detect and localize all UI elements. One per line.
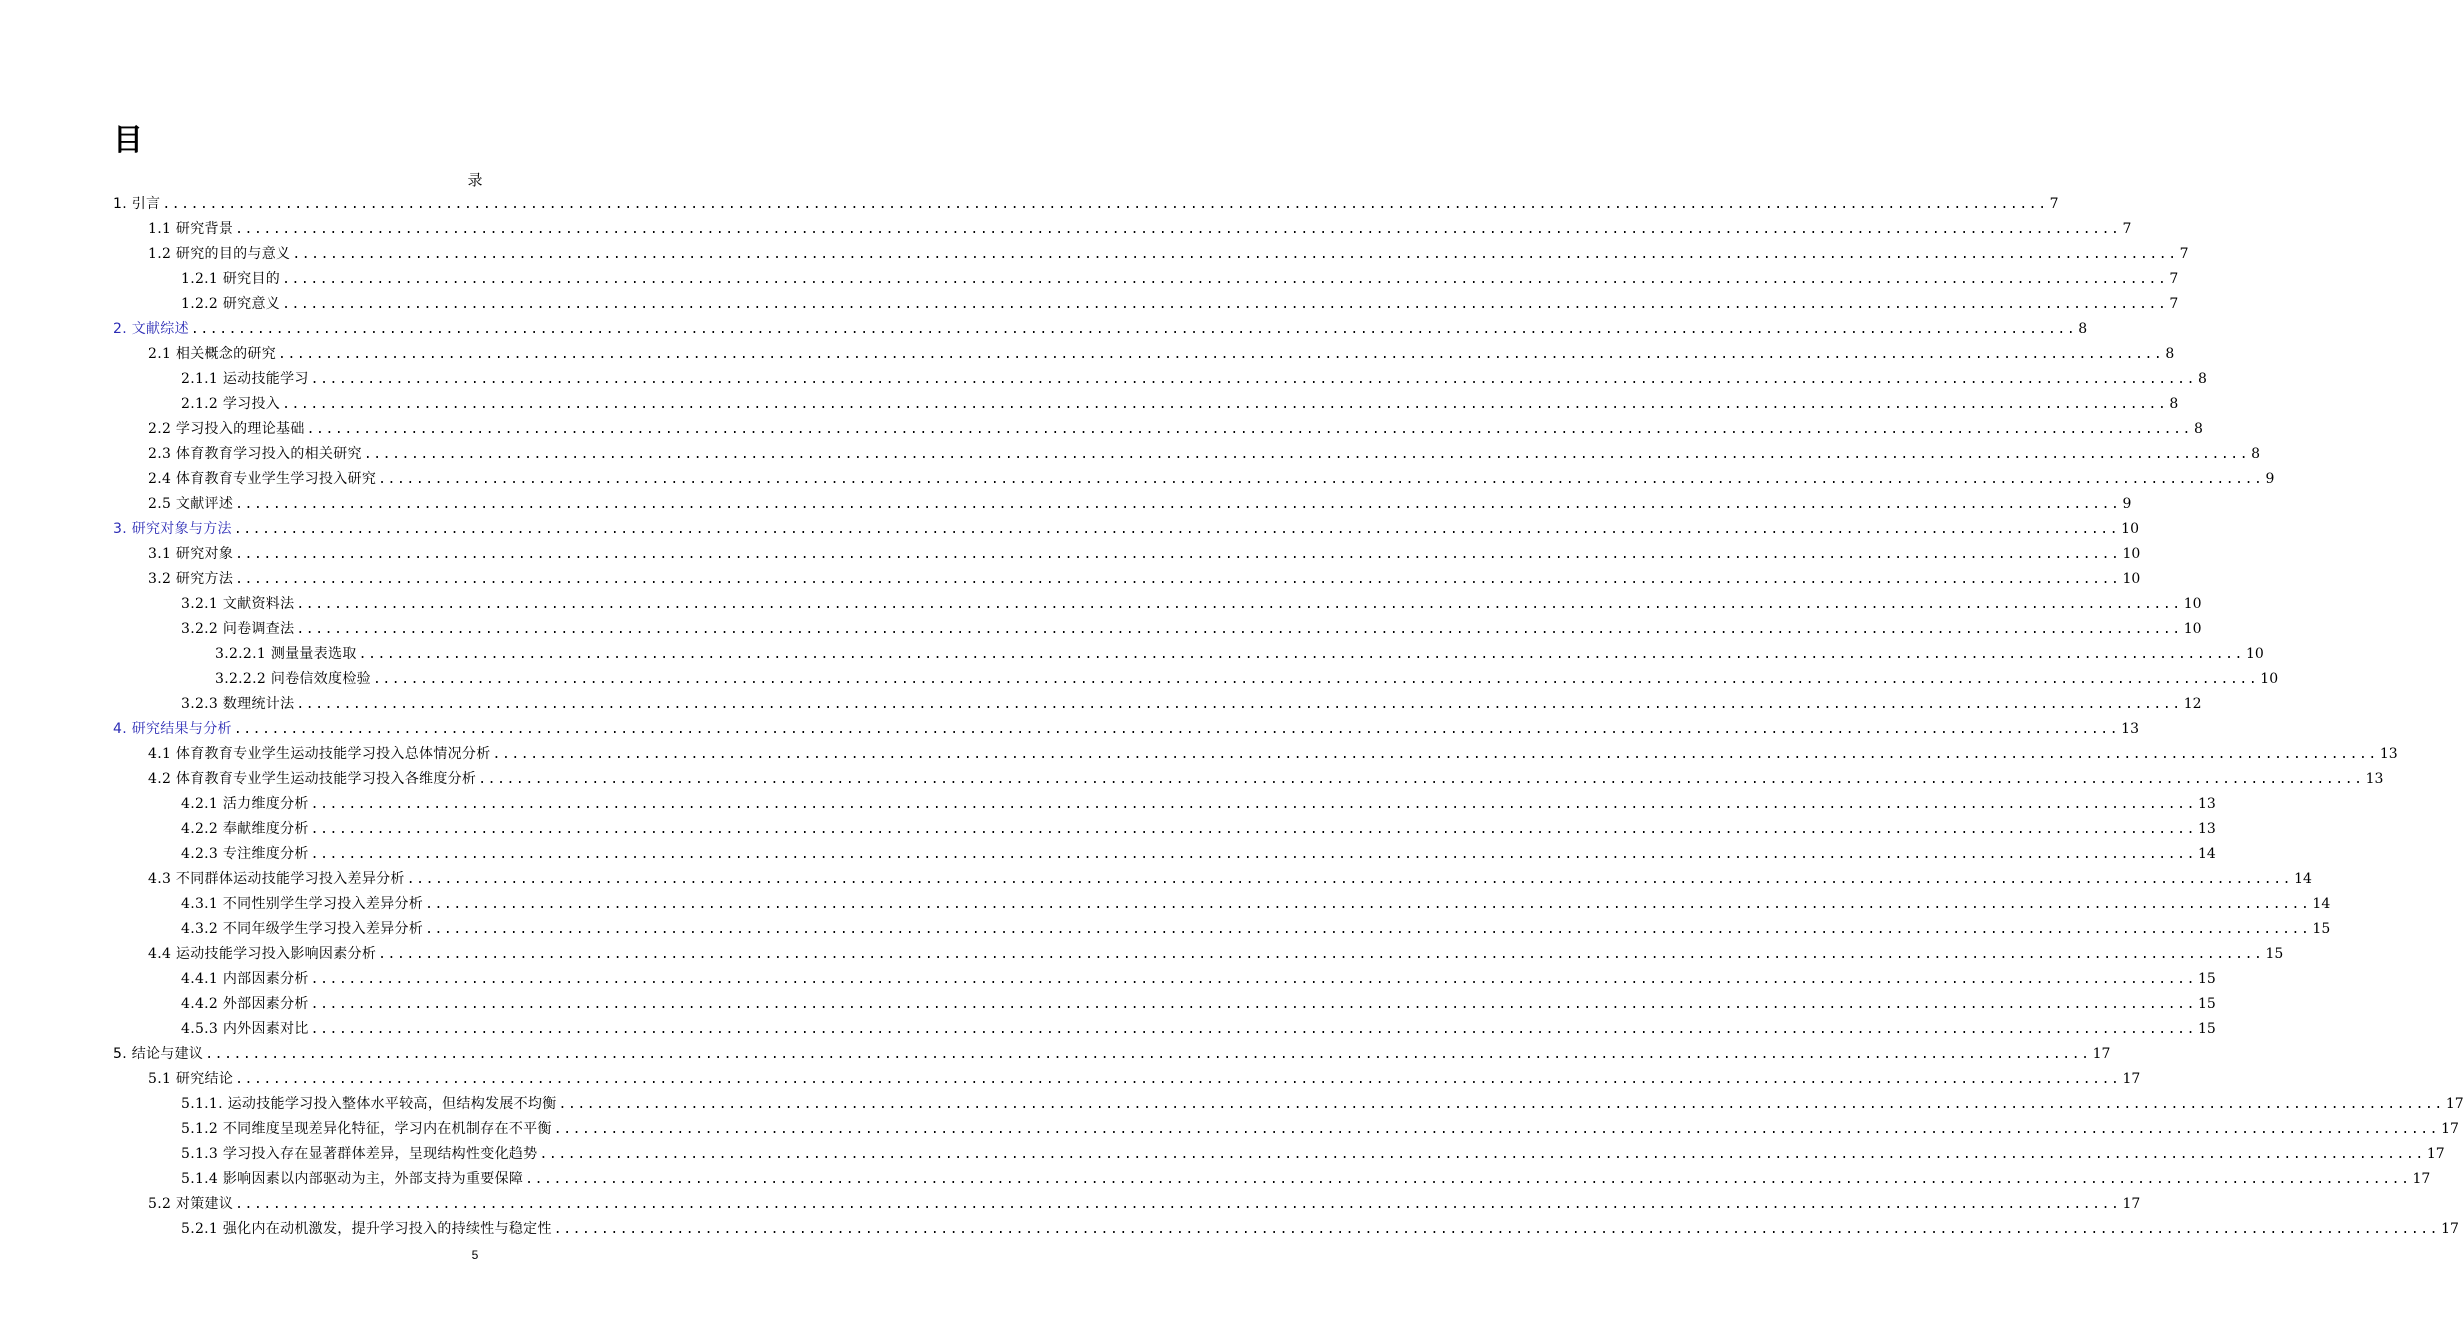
toc-entry[interactable] (148, 542, 2141, 567)
toc-title-first-char: 目 (113, 123, 143, 158)
toc-entry[interactable] (181, 842, 2216, 867)
toc-entry-title: 5.1 研究结论 (148, 1071, 234, 1087)
toc-entry-page-number: 13 (2121, 721, 2139, 737)
toc-entry[interactable] (181, 1017, 2216, 1042)
toc-entry-title: 3.1 研究对象 (148, 546, 234, 562)
toc-entry-title: 4.2.3 专注维度分析 (181, 846, 309, 862)
toc-dot-leader: ........................................................................................................................................................................................................ (235, 572, 2121, 587)
toc-entry[interactable] (148, 217, 2132, 242)
toc-entry-page-number: 10 (2183, 596, 2202, 612)
toc-entry[interactable] (148, 1067, 2141, 1092)
toc-title-second-char: 录 (467, 171, 483, 189)
toc-entry-title: 4.2.2 奉献维度分析 (181, 821, 309, 837)
toc-entry-title: 5.1.1. 运动技能学习投入整体水平较高，但结构发展不均衡 (181, 1096, 557, 1112)
toc-entry-title: 4.4.1 内部因素分析 (181, 971, 309, 987)
toc-entry-page-number: 13 (2379, 746, 2398, 762)
toc-entry-page-number: 7 (2169, 271, 2179, 287)
toc-dot-leader: ........................................................................................................................................................................................................ (425, 922, 2311, 937)
toc-dot-leader: ........................................................................................................................................................................................................ (233, 522, 2120, 537)
toc-entry-title: 3.2.1 文献资料法 (181, 596, 295, 612)
toc-entry-page-number: 8 (2193, 421, 2203, 437)
toc-dot-leader: ........................................................................................................................................................................................................ (278, 347, 2164, 362)
toc-entry-title: 2.1 相关概念的研究 (148, 346, 277, 362)
toc-entry-page-number: 17 (2441, 1221, 2459, 1237)
toc-dot-leader: ........................................................................................................................................................................................................ (478, 772, 2364, 787)
toc-entry-page-number: 10 (2183, 621, 2202, 637)
toc-dot-leader: ........................................................................................................................................................................................................ (539, 1147, 2425, 1162)
toc-entry-title: 4.4.2 外部因素分析 (181, 996, 309, 1012)
toc-entry-page-number: 10 (2260, 671, 2279, 687)
toc-entry-page-number: 13 (2198, 821, 2216, 837)
toc-entry-page-number: 7 (2049, 196, 2059, 212)
toc-entry-page-number: 13 (2365, 771, 2384, 787)
toc-entry[interactable] (148, 567, 2141, 592)
toc-dot-leader: ........................................................................................................................................................................................................ (235, 497, 2121, 512)
toc-entry-page-number: 13 (2198, 796, 2216, 812)
toc-entry-title: 5. 结论与建议 (113, 1046, 204, 1062)
toc-entry[interactable] (181, 1117, 2459, 1142)
toc-entry-page-number: 12 (2183, 696, 2202, 712)
toc-entry-page-number: 17 (2445, 1096, 2464, 1112)
toc-dot-leader: ........................................................................................................................................................................................................ (235, 1197, 2121, 1212)
toc-entry-title: 2.3 体育教育学习投入的相关研究 (148, 446, 362, 462)
toc-entry-title: 4.3 不同群体运动技能学习投入差异分析 (148, 871, 405, 887)
toc-dot-leader: ........................................................................................................................................................................................................ (282, 297, 2168, 312)
toc-entry[interactable] (148, 1192, 2141, 1217)
toc-entry[interactable] (113, 317, 2088, 342)
toc-entry[interactable] (181, 992, 2216, 1017)
toc-entry-title: 3. 研究对象与方法 (113, 521, 232, 537)
toc-entry[interactable] (181, 1167, 2431, 1192)
toc-dot-leader: ........................................................................................................................................................................................................ (235, 1072, 2121, 1087)
toc-dot-leader: ........................................................................................................................................................................................................ (358, 647, 2244, 662)
toc-entry[interactable] (181, 792, 2216, 817)
toc-entry-page-number: 10 (2122, 571, 2141, 587)
toc-dot-leader: ........................................................................................................................................................................................................ (558, 1097, 2444, 1112)
toc-entry[interactable] (113, 717, 2139, 742)
toc-entry-page-number: 14 (2198, 846, 2216, 862)
toc-dot-leader: ........................................................................................................................................................................................................ (296, 622, 2182, 637)
toc-dot-leader: ........................................................................................................................................................................................................ (492, 747, 2378, 762)
toc-entry-page-number: 8 (2078, 321, 2088, 337)
toc-entry[interactable] (148, 492, 2132, 517)
toc-entry-title: 3.2.3 数理统计法 (181, 696, 295, 712)
toc-entry-title: 1.1 研究背景 (148, 221, 234, 237)
toc-entry[interactable] (181, 592, 2202, 617)
toc-entry-page-number: 7 (2179, 246, 2189, 262)
toc-entry-title: 5.1.4 影响因素以内部驱动为主，外部支持为重要保障 (181, 1171, 524, 1187)
toc-entry[interactable] (148, 867, 2312, 892)
toc-entry[interactable] (181, 917, 2331, 942)
toc-entry[interactable] (181, 892, 2331, 917)
toc-entry-page-number: 10 (2122, 546, 2141, 562)
toc-entry-page-number: 14 (2312, 896, 2331, 912)
toc-entry[interactable] (181, 617, 2202, 642)
toc-entry-title: 2.2 学习投入的理论基础 (148, 421, 305, 437)
toc-entry[interactable] (181, 1217, 2459, 1242)
toc-entry-page-number: 17 (2092, 1046, 2111, 1062)
toc-dot-leader: ........................................................................................................................................................................................................ (190, 322, 2077, 337)
toc-entry-page-number: 15 (2265, 946, 2284, 962)
toc-dot-leader: ........................................................................................................................................................................................................ (310, 797, 2197, 812)
toc-dot-leader: ........................................................................................................................................................................................................ (425, 897, 2311, 912)
toc-entry[interactable] (181, 1092, 2464, 1117)
toc-dot-leader: ........................................................................................................................................................................................................ (282, 272, 2168, 287)
toc-entry-page-number: 10 (2245, 646, 2264, 662)
toc-entry-title: 4.3.2 不同年级学生学习投入差异分析 (181, 921, 424, 937)
toc-entry-page-number: 8 (2169, 396, 2179, 412)
toc-entry[interactable] (215, 642, 2264, 667)
toc-entry[interactable] (148, 342, 2175, 367)
toc-entry[interactable] (148, 242, 2189, 267)
toc-entry-title: 2.5 文献评述 (148, 496, 234, 512)
toc-entry[interactable] (181, 967, 2216, 992)
toc-entry[interactable] (113, 192, 2059, 217)
toc-dot-leader: ........................................................................................................................................................................................................ (235, 547, 2121, 562)
toc-dot-leader: ........................................................................................................................................................................................................ (310, 372, 2197, 387)
toc-entry-title: 2. 文献综述 (113, 321, 189, 337)
toc-entry-page-number: 9 (2265, 471, 2275, 487)
toc-dot-leader: ........................................................................................................................................................................................................ (292, 247, 2178, 262)
toc-entry-page-number: 17 (2441, 1121, 2459, 1137)
toc-dot-leader: ........................................................................................................................................................................................................ (282, 397, 2168, 412)
toc-entry-page-number: 17 (2412, 1171, 2431, 1187)
toc-entry-title: 3.2.2.1 测量量表选取 (215, 646, 357, 662)
toc-entry[interactable] (113, 517, 2139, 542)
toc-dot-leader: ........................................................................................................................................................................................................ (310, 1022, 2197, 1037)
toc-entry-title: 1.2.1 研究目的 (181, 271, 281, 287)
toc-dot-leader: ........................................................................................................................................................................................................ (235, 222, 2121, 237)
toc-entry-title: 5.1.2 不同维度呈现差异化特征，学习内在机制存在不平衡 (181, 1121, 552, 1137)
toc-entry-title: 1.2.2 研究意义 (181, 296, 281, 312)
toc-dot-leader: ........................................................................................................................................................................................................ (310, 972, 2197, 987)
toc-dot-leader: ........................................................................................................................................................................................................ (553, 1122, 2440, 1137)
toc-entry[interactable] (148, 442, 2261, 467)
toc-entry[interactable] (148, 417, 2203, 442)
toc-entry[interactable] (148, 467, 2275, 492)
toc-entry[interactable] (148, 942, 2284, 967)
toc-entry-title: 4.3.1 不同性别学生学习投入差异分析 (181, 896, 424, 912)
toc-entry[interactable] (215, 667, 2279, 692)
toc-dot-leader: ........................................................................................................................................................................................................ (372, 672, 2259, 687)
toc-dot-leader: ........................................................................................................................................................................................................ (306, 422, 2192, 437)
toc-entry-page-number: 10 (2121, 521, 2139, 537)
toc-entry-title: 2.1.1 运动技能学习 (181, 371, 309, 387)
toc-entry-page-number: 9 (2122, 496, 2132, 512)
toc-entry[interactable] (181, 1142, 2445, 1167)
toc-entry[interactable] (148, 767, 2384, 792)
toc-entry[interactable] (181, 292, 2179, 317)
toc-entry-title: 3.2.2 问卷调查法 (181, 621, 295, 637)
toc-entry-page-number: 17 (2122, 1071, 2141, 1087)
toc-entry-title: 5.2.1 强化内在动机激发，提升学习投入的持续性与稳定性 (181, 1221, 552, 1237)
toc-entry-page-number: 15 (2198, 971, 2216, 987)
toc-entry-title: 1.2 研究的目的与意义 (148, 246, 291, 262)
toc-entry-page-number: 14 (2294, 871, 2312, 887)
toc-entry[interactable] (181, 392, 2179, 417)
toc-dot-leader: ........................................................................................................................................................................................................ (233, 722, 2120, 737)
toc-entry-title: 1. 引言 (113, 196, 161, 212)
toc-dot-leader: ........................................................................................................................................................................................................ (406, 872, 2293, 887)
toc-entry[interactable] (148, 742, 2398, 767)
toc-entry-page-number: 15 (2198, 1021, 2216, 1037)
toc-entry-title: 4.5.3 内外因素对比 (181, 1021, 309, 1037)
toc-entry-title: 2.4 体育教育专业学生学习投入研究 (148, 471, 377, 487)
toc-entry-page-number: 7 (2122, 221, 2132, 237)
toc-entry-title: 4.2 体育教育专业学生运动技能学习投入各维度分析 (148, 771, 477, 787)
toc-entry-title: 3.2.2.2 问卷信效度检验 (215, 671, 371, 687)
toc-dot-leader: ........................................................................................................................................................................................................ (553, 1222, 2440, 1237)
toc-entry-title: 4.2.1 活力维度分析 (181, 796, 309, 812)
toc-entry-page-number: 8 (2198, 371, 2207, 387)
toc-dot-leader: ........................................................................................................................................................................................................ (310, 847, 2197, 862)
toc-dot-leader: ........................................................................................................................................................................................................ (310, 822, 2197, 837)
toc-entry-page-number: 15 (2198, 996, 2216, 1012)
toc-dot-leader: ........................................................................................................................................................................................................ (378, 947, 2264, 962)
page-number: 5 (471, 1248, 479, 1262)
toc-entry-title: 5.1.3 学习投入存在显著群体差异，呈现结构性变化趋势 (181, 1146, 538, 1162)
toc-dot-leader: ........................................................................................................................................................................................................ (296, 697, 2182, 712)
toc-entry-page-number: 7 (2169, 296, 2179, 312)
toc-entry-page-number: 15 (2312, 921, 2331, 937)
toc-entry-title: 2.1.2 学习投入 (181, 396, 281, 412)
toc-entry-page-number: 8 (2251, 446, 2261, 462)
toc-entry[interactable] (181, 817, 2216, 842)
toc-entry-title: 4.4 运动技能学习投入影响因素分析 (148, 946, 377, 962)
toc-entry[interactable] (181, 267, 2179, 292)
toc-dot-leader: ........................................................................................................................................................................................................ (162, 197, 2048, 212)
toc-dot-leader: ........................................................................................................................................................................................................ (363, 447, 2250, 462)
toc-entry-page-number: 17 (2426, 1146, 2445, 1162)
toc-entry[interactable] (181, 367, 2207, 392)
toc-entry[interactable] (113, 1042, 2111, 1067)
toc-dot-leader: ........................................................................................................................................................................................................ (378, 472, 2264, 487)
toc-dot-leader: ........................................................................................................................................................................................................ (205, 1047, 2091, 1062)
toc-entry-page-number: 8 (2165, 346, 2175, 362)
toc-entry[interactable] (181, 692, 2202, 717)
toc-dot-leader: ........................................................................................................................................................................................................ (310, 997, 2197, 1012)
toc-entry-title: 4. 研究结果与分析 (113, 721, 232, 737)
toc-entry-title: 3.2 研究方法 (148, 571, 234, 587)
toc-dot-leader: ........................................................................................................................................................................................................ (525, 1172, 2411, 1187)
toc-entry-page-number: 17 (2122, 1196, 2141, 1212)
toc-entry-title: 5.2 对策建议 (148, 1196, 234, 1212)
toc-dot-leader: ........................................................................................................................................................................................................ (296, 597, 2182, 612)
toc-entry-title: 4.1 体育教育专业学生运动技能学习投入总体情况分析 (148, 746, 491, 762)
